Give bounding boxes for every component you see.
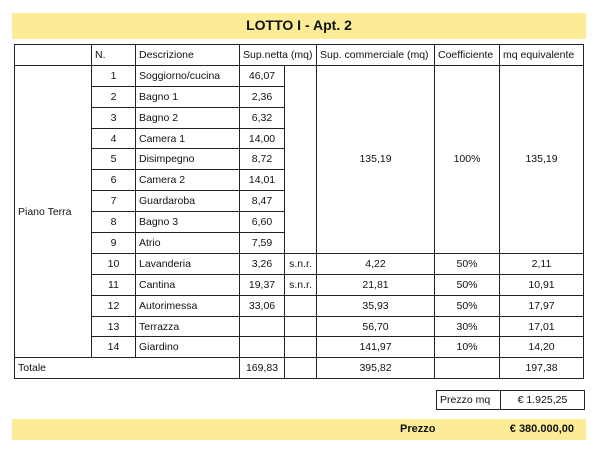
row-mq-equivalente: 17,01: [500, 316, 584, 337]
prezzo-mq-box: [436, 390, 585, 410]
totals-coefficiente-cell: [435, 358, 500, 379]
row-sup-commerciale: 141,97: [317, 337, 435, 358]
prezzo-banner: [12, 419, 586, 440]
row-description: Bagno 1: [136, 86, 240, 107]
header-mq-equivalente: mq equivalente: [500, 45, 584, 66]
totals-label: Totale: [15, 358, 240, 379]
row-sup-netta: 14,00: [240, 128, 285, 149]
row-mq-equivalente: 14,20: [500, 337, 584, 358]
header-sup-commerciale: Sup. commerciale (mq): [317, 45, 435, 66]
row-number: 11: [92, 274, 136, 295]
prezzo-mq-label: Prezzo mq: [437, 391, 501, 410]
row-number: 7: [92, 191, 136, 212]
row-sup-netta: 8,47: [240, 191, 285, 212]
row-number: 6: [92, 170, 136, 191]
prezzo-value: € 380.000,00: [509, 423, 574, 435]
row-mq-equivalente: 2,11: [500, 253, 584, 274]
merged-note-cell: [285, 65, 317, 253]
row-description: Bagno 3: [136, 212, 240, 233]
row-number: 8: [92, 212, 136, 233]
row-sup-netta: 19,37: [240, 274, 285, 295]
row-number: 13: [92, 316, 136, 337]
table-row: [15, 253, 584, 274]
row-description: Terrazza: [136, 316, 240, 337]
row-description: Camera 2: [136, 170, 240, 191]
row-sup-netta: 6,32: [240, 107, 285, 128]
row-sup-netta: 8,72: [240, 149, 285, 170]
header-row: [15, 45, 584, 66]
row-number: 5: [92, 149, 136, 170]
row-number: 1: [92, 65, 136, 86]
row-number: 10: [92, 253, 136, 274]
floor-label: Piano Terra: [15, 65, 92, 357]
row-number: 9: [92, 233, 136, 254]
row-sup-netta: [240, 337, 285, 358]
totals-row: [15, 358, 584, 379]
group-coefficiente: 100%: [435, 65, 500, 253]
row-sup-commerciale: 4,22: [317, 253, 435, 274]
row-sup-netta: [240, 316, 285, 337]
table-row: [15, 65, 584, 86]
prezzo-label: Prezzo: [400, 423, 436, 435]
table-row: [15, 295, 584, 316]
row-coefficiente: 50%: [435, 295, 500, 316]
row-sup-netta: 14,01: [240, 170, 285, 191]
totals-sup-commerciale: 395,82: [317, 358, 435, 379]
title-banner: [12, 13, 586, 39]
group-sup-commerciale: 135,19: [317, 65, 435, 253]
header-descrizione: Descrizione: [136, 45, 240, 66]
row-note: [285, 316, 317, 337]
row-description: Cantina: [136, 274, 240, 295]
row-note: s.n.r.: [285, 253, 317, 274]
row-coefficiente: 50%: [435, 253, 500, 274]
header-sup-netta: Sup.netta (mq): [240, 45, 317, 66]
row-description: Camera 1: [136, 128, 240, 149]
row-description: Giardino: [136, 337, 240, 358]
table-row: [15, 274, 584, 295]
row-number: 2: [92, 86, 136, 107]
header-coefficiente: Coefficiente: [435, 45, 500, 66]
row-sup-netta: 3,26: [240, 253, 285, 274]
row-coefficiente: 50%: [435, 274, 500, 295]
row-description: Soggiorno/cucina: [136, 65, 240, 86]
row-note: [285, 337, 317, 358]
header-n: N.: [92, 45, 136, 66]
row-sup-netta: 33,06: [240, 295, 285, 316]
page-title: LOTTO I - Apt. 2: [246, 17, 352, 33]
row-description: Autorimessa: [136, 295, 240, 316]
row-description: Atrio: [136, 233, 240, 254]
row-note: s.n.r.: [285, 274, 317, 295]
row-note: [285, 295, 317, 316]
totals-sup-netta: 169,83: [240, 358, 285, 379]
row-sup-commerciale: 56,70: [317, 316, 435, 337]
row-description: Lavanderia: [136, 253, 240, 274]
group-mq-equivalente: 135,19: [500, 65, 584, 253]
totals-note-cell: [285, 358, 317, 379]
row-mq-equivalente: 10,91: [500, 274, 584, 295]
row-sup-commerciale: 21,81: [317, 274, 435, 295]
header-floor: [15, 45, 92, 66]
surface-table: [14, 44, 584, 379]
row-description: Bagno 2: [136, 107, 240, 128]
row-sup-netta: 6,60: [240, 212, 285, 233]
row-sup-netta: 2,36: [240, 86, 285, 107]
table-row: [15, 337, 584, 358]
row-coefficiente: 30%: [435, 316, 500, 337]
prezzo-mq-value: € 1.925,25: [501, 391, 585, 410]
row-number: 3: [92, 107, 136, 128]
totals-mq-equivalente: 197,38: [500, 358, 584, 379]
row-number: 4: [92, 128, 136, 149]
row-sup-netta: 46,07: [240, 65, 285, 86]
table-row: [15, 316, 584, 337]
row-description: Guardaroba: [136, 191, 240, 212]
row-sup-netta: 7,59: [240, 233, 285, 254]
row-number: 12: [92, 295, 136, 316]
row-sup-commerciale: 35,93: [317, 295, 435, 316]
row-description: Disimpegno: [136, 149, 240, 170]
row-number: 14: [92, 337, 136, 358]
row-mq-equivalente: 17,97: [500, 295, 584, 316]
row-coefficiente: 10%: [435, 337, 500, 358]
